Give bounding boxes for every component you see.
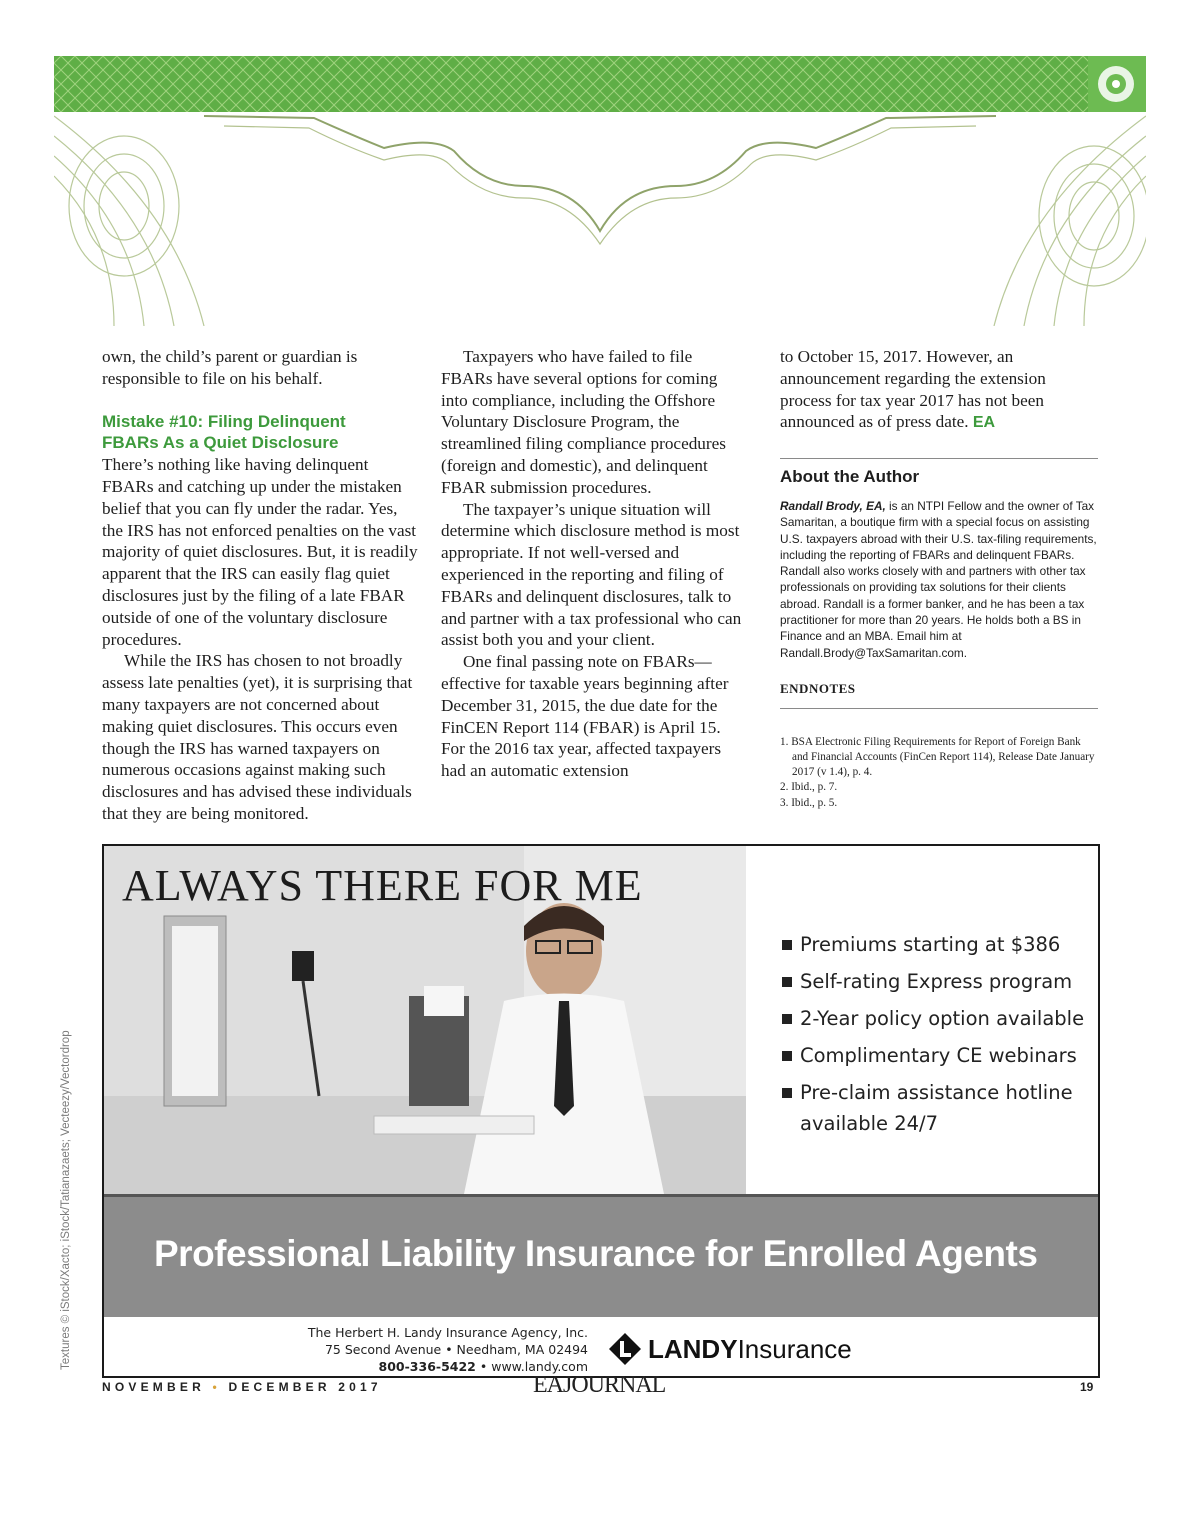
ad-contact: The Herbert H. Landy Insurance Agency, Inc. 75 Second Avenue • Needham, MA 02494 800-336-5422 • www.landy.com [304, 1324, 588, 1375]
body-paragraph: own, the child’s parent or guardian is responsible to file on his behalf. [102, 347, 358, 388]
endnote-item: 3. Ibid., p. 5. [780, 796, 838, 809]
ad-benefit: Pre-claim assistance hotline [782, 1074, 1084, 1111]
about-author-heading: About the Author [780, 467, 920, 487]
endnotes-heading: ENDNOTES [780, 680, 856, 696]
issue-month-1: NOVEMBER [102, 1380, 205, 1394]
journal-logo: EAJOURNAL [533, 1372, 666, 1398]
landy-logo-text [648, 1334, 852, 1365]
body-paragraph: The taxpayer’s unique situation will determine which disclosure method is most appropriate. If not well-versed and experienced in the reporting and filing of FBARs and delinquent disclosures, talk to and partner with a tax professional who can assist both you and your client. [441, 499, 742, 650]
issue-separator: • [212, 1380, 221, 1394]
advertisement[interactable] [102, 844, 1100, 1378]
ad-headline: ALWAYS THERE FOR ME [122, 861, 643, 910]
endnote-item: 1. BSA Electronic Filing Requirements for Report of Foreign Bank and Financial Accounts (FinCen Report 114), Release Date January 2017 (v 1.4), p. 4. [780, 735, 1095, 779]
endnote-item: 2. Ibid., p. 7. [780, 781, 838, 794]
body-paragraph: Taxpayers who have failed to file FBARs have several options for coming into compliance, including the Offshore Voluntary Disclosure Program, the streamlined filing compliance procedures (foreign and domestic), and delinquent FBAR submission procedures. [441, 347, 726, 497]
end-mark: EA [972, 414, 996, 432]
ad-banner-band [104, 1194, 1098, 1317]
body-paragraph [780, 346, 1098, 434]
issue-date [102, 1380, 382, 1394]
landy-logo-bold: LANDY [648, 1333, 738, 1364]
page-number: 19 [1080, 1380, 1094, 1394]
divider [780, 458, 1098, 459]
author-bio-text: is an NTPI Fellow and the owner of Tax Samaritan, a boutique firm with a special focus on assisting U.S. taxpayers abroad with their U.S. tax-filing requirements, including the reporting of FBARs and delinquent FBARs. Randall also works closely with and partners with other tax professionals on providing tax solutions for their clients abroad. Randall is a former banker, and he has been a tax practitioner for more than 20 years. He holds both a BS in Finance and an MBA. Email him at Randall.Brody@TaxSamaritan.com. [780, 498, 1097, 660]
agency-address: 75 Second Avenue • Needham, MA 02494 [324, 1342, 588, 1357]
landy-logo [608, 1332, 852, 1366]
agency-website[interactable]: www.landy.com [491, 1359, 588, 1374]
author-name: Randall Brody, EA, [780, 498, 886, 513]
agency-name: The Herbert H. Landy Insurance Agency, Inc. [307, 1325, 588, 1340]
landy-logo-icon [608, 1332, 642, 1366]
endnotes-list [780, 735, 1098, 811]
ad-benefit: Complimentary CE webinars [782, 1037, 1084, 1074]
ad-benefit-continued: available 24/7 [800, 1112, 939, 1135]
body-paragraph: While the IRS has chosen to not broadly assess late penalties (yet), it is surprising that many taxpayers are not concerned about making quiet disclosures. This occurs even though the IRS has warned taxpayers on numerous occasions against making such disclosures and has advised these individuals that they are being monitored. [102, 651, 413, 823]
ad-benefit: Premiums starting at $386 [782, 926, 1084, 963]
column-1 [102, 346, 418, 825]
section-heading [102, 411, 418, 455]
body-paragraph-text: to October 15, 2017. However, an announcement regarding the extension process for tax year 2017 has not been announced as of press date. [780, 347, 1046, 432]
ad-photo [104, 846, 746, 1194]
landy-logo-rest: Insurance [737, 1333, 852, 1364]
ad-benefit: Self-rating Express program [782, 963, 1084, 1000]
column-2 [441, 346, 745, 782]
section-heading-line: FBARs As a Quiet Disclosure [102, 433, 339, 453]
issue-month-2: DECEMBER 2017 [228, 1380, 382, 1394]
decorative-banner [54, 56, 1146, 326]
ad-benefit: 2-Year policy option available [782, 1000, 1084, 1037]
agency-phone[interactable]: 800-336-5422 [378, 1359, 476, 1374]
ad-benefits-list [782, 926, 1084, 1137]
section-heading-line: Mistake #10: Filing Delinquent [102, 411, 346, 431]
image-credit: Textures © iStock/Xacto; iStock/Tatianazaets; Vecteezy/Vectordrop [60, 1030, 72, 1370]
body-paragraph: There’s nothing like having delinquent FBARs and catching up under the mistaken belief that you can fly under the radar. Yes, the IRS has not enforced penalties on the vast majority of quiet disclosures. But, it is readily apparent that the IRS can easily flag quiet disclosures just by the filing of a late FBAR outside of one of the voluntary disclosure procedures. [102, 455, 418, 649]
body-paragraph: One final passing note on FBARs—effective for taxable years beginning after December 31, 2015, the due date for the FinCEN Report 114 (FBAR) is April 15. For the 2016 tax year, affected taxpayers had an automatic extension [441, 652, 729, 781]
ad-tagline: Professional Liability Insurance for Enrolled Agents [154, 1233, 1038, 1274]
column-3 [780, 346, 1098, 811]
author-bio [780, 498, 1098, 661]
divider [780, 708, 1098, 709]
